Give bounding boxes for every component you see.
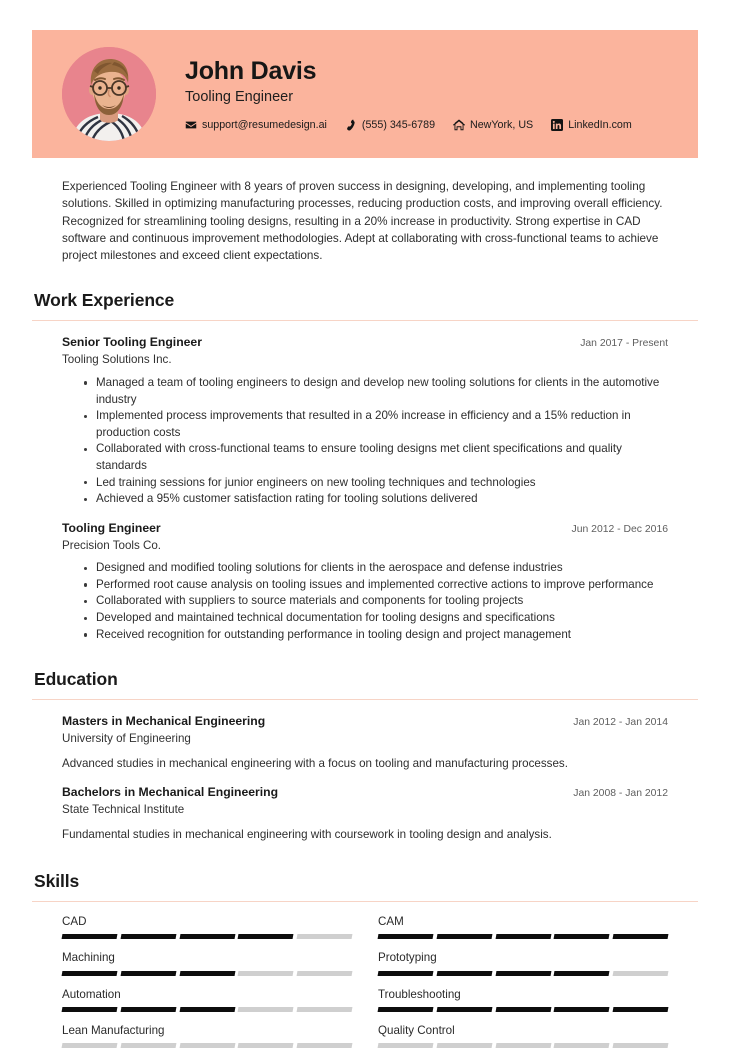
bullet-item: Designed and modified tooling solutions for clients in the aerospace and defense industries (84, 560, 668, 577)
education-entries (32, 714, 698, 843)
skill-item (62, 987, 352, 1023)
skill-level-segment (62, 1043, 118, 1048)
bullet-item: Received recognition for outstanding performance in tooling design and project management (84, 627, 668, 644)
skill-level-segment (297, 934, 353, 939)
degree-description: Fundamental studies in mechanical engineering with coursework in tooling design and analysis. (62, 827, 552, 841)
skill-level-segment (238, 1043, 294, 1048)
skill-level-segment (297, 1007, 353, 1012)
envelope-icon (185, 119, 197, 131)
skill-level-bar (62, 1043, 352, 1048)
skill-level-bar (378, 1007, 668, 1012)
skill-label: CAM (378, 915, 404, 929)
entry-head (62, 335, 668, 351)
section-divider (32, 901, 698, 902)
contact-email[interactable] (185, 119, 327, 131)
work-entries (32, 335, 698, 643)
skill-level-segment (495, 1007, 551, 1012)
degree-name: Bachelors in Mechanical Engineering (62, 785, 279, 800)
job-title: Tooling Engineer (185, 88, 294, 105)
bullet-item: Implemented process improvements that resulted in a 20% increase in efficiency and a 15% reduction in production costs (84, 408, 668, 441)
skill-label: Quality Control (378, 1023, 455, 1037)
skill-level-segment (613, 1007, 669, 1012)
section-education (32, 669, 698, 843)
skill-level-segment (62, 934, 118, 939)
contact-location-text: NewYork, US (470, 119, 534, 132)
skill-item (378, 914, 668, 950)
section-title-work: Work Experience (34, 290, 175, 311)
skill-item (62, 1023, 352, 1059)
skill-label: Troubleshooting (378, 987, 461, 1001)
bullet-item: Managed a team of tooling engineers to design and develop new tooling solutions for clients in the automotive industry (84, 375, 668, 408)
skill-level-segment (179, 971, 235, 976)
skill-level-segment (613, 1043, 669, 1048)
section-work-experience (32, 290, 698, 643)
page-title: John Davis (185, 56, 317, 85)
skill-label: CAD (62, 915, 87, 929)
work-entry (62, 335, 668, 507)
skill-level-segment (179, 1043, 235, 1048)
degree-name: Masters in Mechanical Engineering (62, 714, 266, 729)
skill-level-segment (554, 971, 610, 976)
avatar (62, 47, 156, 141)
header-text-block (185, 57, 632, 131)
entry-head (62, 521, 668, 537)
skill-level-segment (179, 934, 235, 939)
skill-level-segment (120, 971, 176, 976)
section-skills (32, 871, 698, 1058)
degree-date-range: Jan 2012 - Jan 2014 (573, 717, 668, 729)
skill-item (378, 950, 668, 986)
skill-item (378, 987, 668, 1023)
job-role: Tooling Engineer (62, 520, 161, 535)
skill-item (62, 950, 352, 986)
resume-body (32, 178, 698, 1059)
resume-header (32, 30, 698, 158)
degree-date-range: Jan 2008 - Jan 2012 (573, 788, 668, 800)
job-role: Senior Tooling Engineer (62, 335, 202, 350)
skill-level-segment (378, 971, 434, 976)
skill-level-bar (62, 934, 352, 939)
skill-level-segment (62, 971, 118, 976)
skill-level-segment (495, 934, 551, 939)
skill-level-segment (238, 1007, 294, 1012)
skill-level-bar (62, 1007, 352, 1012)
skill-level-segment (297, 1043, 353, 1048)
section-divider (32, 699, 698, 700)
skill-level-segment (436, 934, 492, 939)
section-title-education: Education (34, 669, 118, 690)
skill-level-segment (120, 1043, 176, 1048)
skill-level-segment (62, 1007, 118, 1012)
skill-level-segment (378, 1043, 434, 1048)
profile-photo-icon (62, 47, 156, 141)
section-title-skills: Skills (34, 871, 80, 892)
skill-level-bar (378, 934, 668, 939)
skill-level-segment (554, 934, 610, 939)
skill-level-segment (238, 934, 294, 939)
company-name: Precision Tools Co. (62, 538, 162, 552)
job-date-range: Jan 2017 - Present (580, 338, 668, 350)
home-icon (453, 119, 465, 131)
contact-phone-text: (555) 345-6789 (361, 119, 436, 132)
skill-level-segment (297, 971, 353, 976)
bullet-item: Achieved a 95% customer satisfaction rating for tooling solutions delivered (84, 491, 668, 508)
skill-level-segment (378, 934, 434, 939)
skill-level-segment (436, 1007, 492, 1012)
skill-label: Lean Manufacturing (62, 1023, 165, 1037)
skill-level-segment (554, 1043, 610, 1048)
bullet-item: Collaborated with suppliers to source materials and components for tooling projects (84, 593, 668, 610)
professional-summary: Experienced Tooling Engineer with 8 years of proven success in designing, developing, and implementing tooling solutions. Skilled in optimizing manufacturing processes, reducing production costs, and improving overall efficiency. Recognized for streamlining tooling designs, resulting in a 20% increase in productivity. Strong expertise in CAD software and continuous improvement methodologies. Adept at collaborating with cross-functional teams to achieve project milestones and exceed client expectations. (62, 180, 663, 263)
skill-level-segment (179, 1007, 235, 1012)
bullet-item: Performed root cause analysis on tooling issues and implemented corrective actions to improve performance (84, 577, 668, 594)
contact-linkedin-text: LinkedIn.com (568, 119, 632, 132)
skill-label: Automation (62, 987, 121, 1001)
skill-level-segment (436, 1043, 492, 1048)
skill-level-segment (613, 934, 669, 939)
phone-icon (345, 119, 357, 131)
job-bullets (62, 560, 668, 643)
bullet-item: Developed and maintained technical documentation for tooling designs and specifications (84, 610, 668, 627)
skill-level-segment (495, 1043, 551, 1048)
school-name: University of Engineering (62, 732, 191, 746)
company-name: Tooling Solutions Inc. (62, 353, 172, 367)
skill-level-segment (613, 971, 669, 976)
contact-row (185, 119, 632, 131)
skill-level-segment (436, 971, 492, 976)
bullet-item: Collaborated with cross-functional teams to ensure tooling designs met client specifications and quality standards (84, 441, 668, 474)
skill-level-segment (120, 1007, 176, 1012)
contact-linkedin[interactable] (551, 119, 632, 131)
skill-level-segment (378, 1007, 434, 1012)
skill-level-segment (495, 971, 551, 976)
contact-phone[interactable] (345, 119, 435, 131)
skill-label: Prototyping (378, 951, 437, 965)
bullet-item: Led training sessions for junior engineers on new tooling techniques and technologies (84, 475, 668, 492)
education-entry (62, 714, 668, 772)
skill-level-bar (378, 1043, 668, 1048)
skill-level-segment (554, 1007, 610, 1012)
skill-level-segment (120, 934, 176, 939)
skill-level-bar (378, 971, 668, 976)
school-name: State Technical Institute (62, 803, 185, 817)
linkedin-icon (551, 119, 563, 131)
section-divider (32, 320, 698, 321)
entry-head (62, 714, 668, 730)
contact-location[interactable] (453, 119, 533, 131)
skill-label: Machining (62, 951, 115, 965)
entry-head (62, 785, 668, 801)
skill-level-bar (62, 971, 352, 976)
work-entry (62, 521, 668, 643)
skill-item (378, 1023, 668, 1059)
degree-description: Advanced studies in mechanical engineering with a focus on tooling and manufacturing processes. (62, 756, 568, 770)
contact-email-text: support@resumedesign.ai (202, 119, 327, 132)
job-date-range: Jun 2012 - Dec 2016 (571, 523, 668, 535)
skill-level-segment (238, 971, 294, 976)
job-bullets (62, 375, 668, 508)
education-entry (62, 785, 668, 843)
skill-item (62, 914, 352, 950)
skills-grid (32, 914, 698, 1058)
